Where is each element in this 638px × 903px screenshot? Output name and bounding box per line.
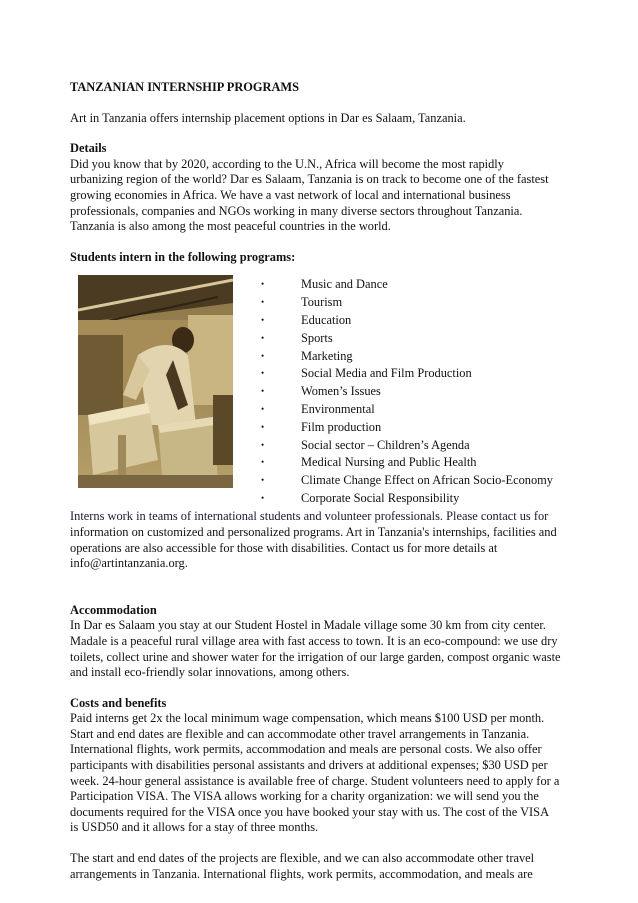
list-item: • Sports <box>256 331 576 349</box>
details-line: urbanizing region of the world? Dar es Salaam, Tanzania is on track to become one of the fastest <box>70 172 549 187</box>
costs-line: International flights, work permits, accommodation and meals are personal costs. We also offer <box>70 742 542 757</box>
list-item: • Film production <box>256 420 576 438</box>
closing-line: arrangements in Tanzania. International flights, work permits, accommodation, and meals are <box>70 866 533 881</box>
interns-email: info@artintanzania.org. <box>70 556 188 571</box>
programs-list <box>256 277 576 508</box>
costs-line: is USD50 and it allows for a stay of three months. <box>70 820 319 835</box>
intro-paragraph: Art in Tanzania offers internship placement options in Dar es Salaam, Tanzania. <box>70 110 466 125</box>
list-item: • Social Media and Film Production <box>256 366 576 384</box>
details-section <box>70 141 570 235</box>
accommodation-line: toilets, collect urine and shower water for the irrigation of our large garden, compost organic waste <box>70 649 561 664</box>
costs-line: Participation VISA. The VISA allows working for a charity organization: we will send you the <box>70 789 539 804</box>
interns-line: information on customized and personalized programs. Art in Tanzania's internships, facilities and <box>70 524 557 539</box>
costs-heading: Costs and benefits <box>70 695 167 710</box>
accommodation-line: In Dar es Salaam you stay at our Student Hostel in Madale village some 30 km from city center. <box>70 618 546 633</box>
interns-line: Interns work in teams of international students and volunteer professionals. Please contact us for <box>70 509 549 524</box>
document-body <box>70 80 570 882</box>
closing-line: The start and end dates of the projects are flexible, and we can also accommodate other travel <box>70 851 535 866</box>
costs-line: Start and end dates are flexible and can accommodate other travel arrangements in Tanzania. <box>70 726 530 741</box>
costs-line: participants with disabilities personal assistants and drivers at additional expenses; $30 USD per <box>70 758 548 773</box>
page-title: TANZANIAN INTERNSHIP PROGRAMS <box>70 80 300 94</box>
list-item: • Tourism <box>256 295 576 313</box>
intern-photo <box>78 275 233 488</box>
closing-section <box>70 851 570 882</box>
accommodation-line: and install eco-friendly solar innovations, among others. <box>70 665 350 680</box>
programs-heading: Students intern in the following programs: <box>70 249 296 264</box>
interns-paragraph <box>70 509 570 571</box>
list-item: • Environmental <box>256 402 576 420</box>
details-line: professionals, companies and NGOs working in many diverse sectors throughout Tanzania. <box>70 203 523 218</box>
list-item: • Corporate Social Responsibility <box>256 491 576 509</box>
list-item: • Music and Dance <box>256 277 576 295</box>
list-item: • Marketing <box>256 349 576 367</box>
list-item: • Education <box>256 313 576 331</box>
interns-line: operations are also accessible for those with disabilities. Contact us for more details at <box>70 540 498 555</box>
list-item: • Social sector – Children’s Agenda <box>256 438 576 456</box>
costs-line: documents required for the VISA once you have booked your stay with us. The cost of the VISA <box>70 804 550 819</box>
costs-line: week. 24-hour general assistance is available free of charge. Student volunteers need to apply for a <box>70 773 560 788</box>
programs-block <box>70 275 570 509</box>
details-heading: Details <box>70 141 107 156</box>
accommodation-heading: Accommodation <box>70 602 157 617</box>
accommodation-section <box>70 603 570 681</box>
details-line: Tanzania is also among the most peaceful countries in the world. <box>70 219 391 234</box>
accommodation-line: Madale is a peaceful rural village area with fast access to town. It is an eco-compound: we use dry <box>70 633 558 648</box>
details-line: Did you know that by 2020, according to the U.N., Africa will become the most rapidly <box>70 156 504 171</box>
list-item: • Medical Nursing and Public Health <box>256 455 576 473</box>
costs-line: Paid interns get 2x the local minimum wage compensation, which means $100 USD per month. <box>70 711 545 726</box>
list-item: • Climate Change Effect on African Socio-Economy <box>256 473 576 491</box>
details-line: growing economies in Africa. We have a vast network of local and international business <box>70 187 511 202</box>
costs-section <box>70 696 570 836</box>
list-item: • Women’s Issues <box>256 384 576 402</box>
